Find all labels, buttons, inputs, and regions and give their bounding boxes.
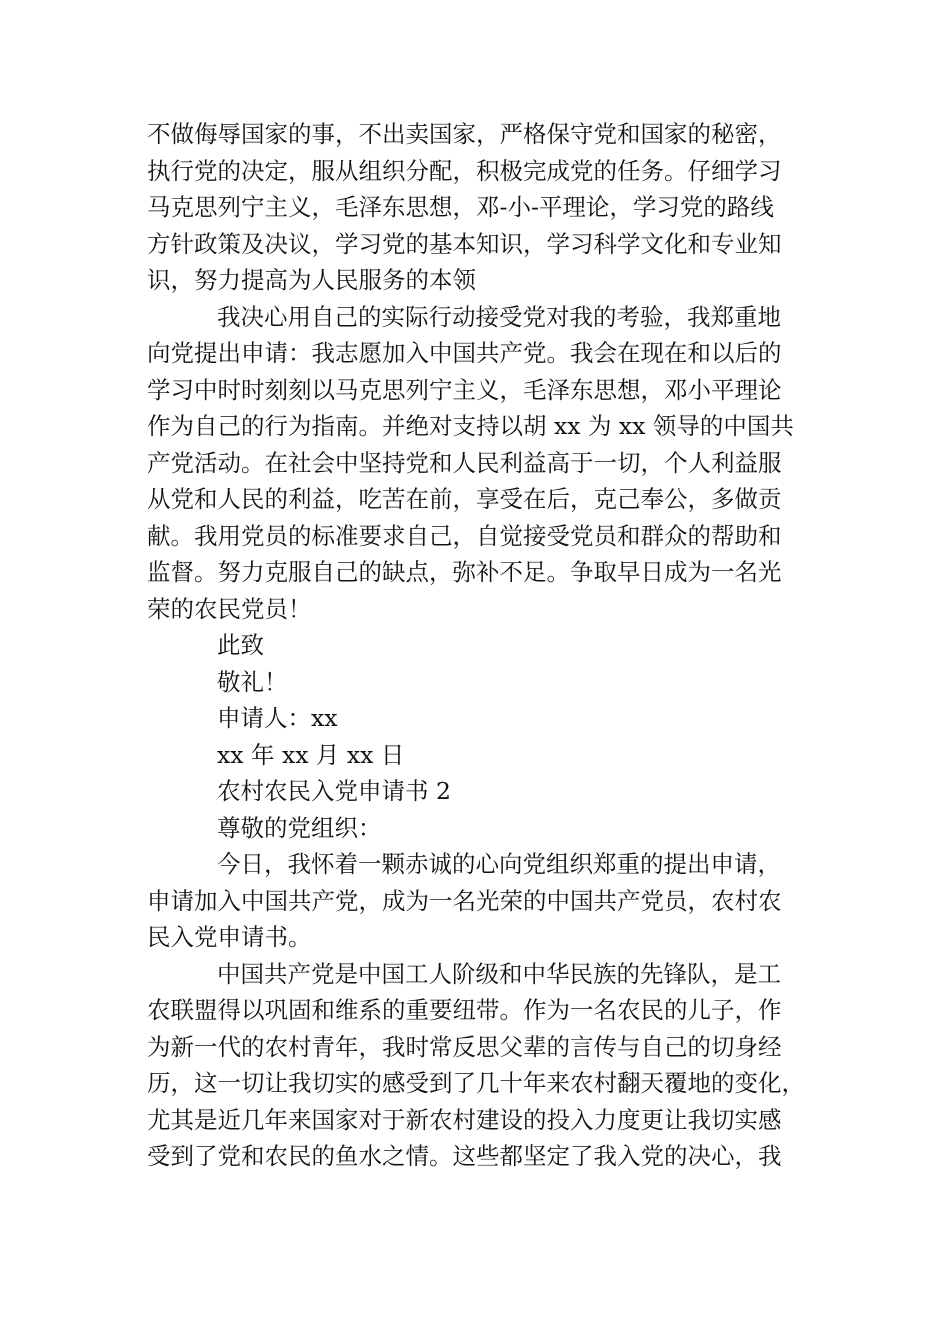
- text-line: 农联盟得以巩固和维系的重要纽带。作为一名农民的儿子，作: [147, 996, 782, 1024]
- text-line: 中国共产党是中国工人阶级和中华民族的先锋队，是工: [217, 959, 781, 988]
- text-line: 马克思列宁主义，毛泽东思想，邓-小-平理论，学习党的路线: [147, 193, 774, 221]
- text-line: 方针政策及决议，学习党的基本知识，学习科学文化和专业知: [147, 229, 782, 258]
- text-line: 民入党申请书。: [147, 923, 312, 951]
- text-line: 监督。努力克服自己的缺点，弥补不足。争取早日成为一名光: [147, 558, 782, 586]
- text-line: 不做侮辱国家的事，不出卖国家，严格保守党和国家的秘密，: [147, 120, 782, 148]
- text-line: 为新一代的农村青年，我时常反思父辈的言传与自己的切身经: [147, 1032, 782, 1061]
- text-line: 献。我用党员的标准要求自己，自觉接受党员和群众的帮助和: [147, 521, 782, 550]
- text-line: 执行党的决定，服从组织分配，积极完成党的任务。仔细学习: [147, 156, 782, 185]
- document-page: [147, 116, 807, 1175]
- text-line: 尤其是近几年来国家对于新农村建设的投入力度更让我切实感: [147, 1105, 782, 1134]
- text-line: 今日，我怀着一颗赤诚的心向党组织郑重的提出申请，: [217, 850, 781, 878]
- text-line: 向党提出申请：我志愿加入中国共产党。我会在现在和以后的: [147, 339, 782, 367]
- text-line: 作为自己的行为指南。并绝对支持以胡 xx 为 xx 领导的中国共: [147, 412, 794, 440]
- text-line: 敬礼！: [217, 667, 288, 696]
- text-line: 从党和人民的利益，吃苦在前，享受在后，克己奉公，多做贡: [147, 485, 782, 513]
- text-line: 学习中时时刻刻以马克思列宁主义，毛泽东思想，邓小平理论: [147, 375, 782, 404]
- text-line: 荣的农民党员！: [147, 594, 312, 623]
- text-line: 尊敬的党组织：: [217, 813, 382, 842]
- text-line: 申请人：xx: [217, 704, 338, 732]
- text-line: 此致: [217, 631, 264, 659]
- text-line: 申请加入中国共产党，成为一名光荣的中国共产党员，农村农: [147, 886, 782, 915]
- text-line: 农村农民入党申请书 2: [217, 777, 451, 805]
- text-line: 我决心用自己的实际行动接受党对我的考验，我郑重地: [217, 302, 781, 331]
- text-line: 识，努力提高为人民服务的本领: [147, 266, 476, 294]
- text-line: 受到了党和农民的鱼水之情。这些都坚定了我入党的决心，我: [147, 1142, 782, 1170]
- text-line: 产党活动。在社会中坚持党和人民利益高于一切，个人利益服: [147, 448, 782, 477]
- text-line: xx 年 xx 月 xx 日: [217, 740, 405, 769]
- text-line: 历，这一切让我切实的感受到了几十年来农村翻天覆地的变化，: [147, 1069, 805, 1097]
